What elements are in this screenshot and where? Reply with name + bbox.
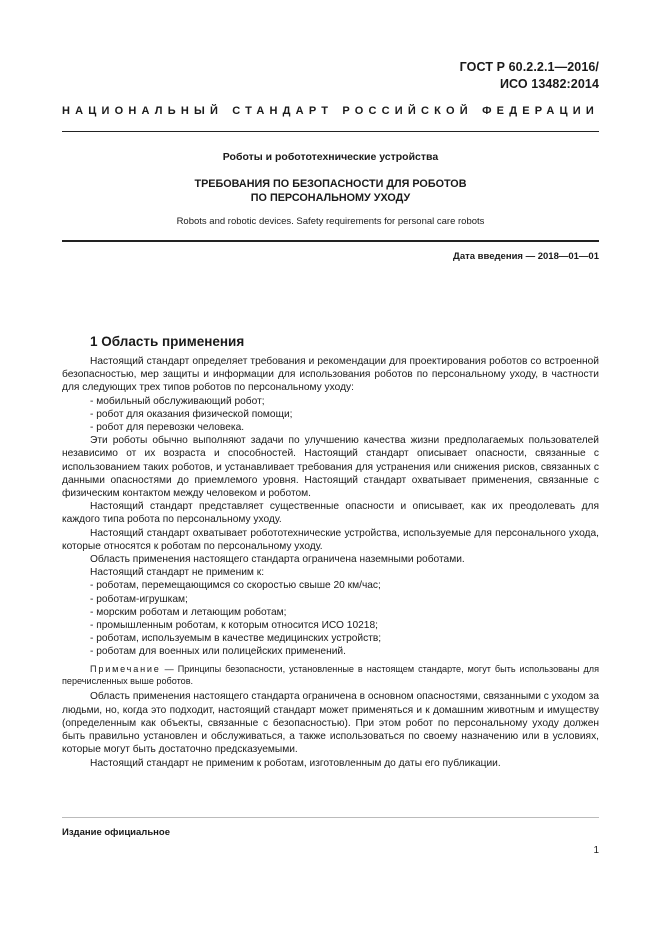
paragraph: Настоящий стандарт охватывает робототехнические устройства, используемые для персонального ухода, которые относятся к роботам по персональному уходу. [62,527,599,552]
list-item: - робот для перевозки человека. [90,422,245,434]
banner-word: СТАНДАРТ [232,105,334,117]
banner-word: ФЕДЕРАЦИИ [482,105,599,117]
document-title-english: Robots and robotic devices. Safety requirements for personal care robots [176,216,485,227]
note-text: — Принципы безопасности, установленные в настоящем стандарте, могут быть использованы для перечисленных выше роботов. [62,663,599,687]
banner-word: НАЦИОНАЛЬНЫЙ [62,105,224,117]
title-divider [62,240,599,242]
banner-word: РОССИЙСКОЙ [342,105,473,117]
footer-divider [62,817,599,818]
title-line: ТРЕБОВАНИЯ ПО БЕЗОПАСНОСТИ ДЛЯ РОБОТОВ [194,178,467,190]
title-line: ПО ПЕРСОНАЛЬНОМУ УХОДУ [250,191,411,204]
list-item: - промышленным роботам, к которым относится ИСО 10218; [90,620,378,632]
paragraph: Настоящий стандарт не применим к роботам, изготовленным до даты его публикации. [90,757,501,769]
page-number: 1 [593,845,599,856]
introduction-date: Дата введения — 2018—01—01 [453,251,599,262]
header-divider [62,131,599,132]
paragraph: Область применения настоящего стандарта ограничена в основном опасностями, связанными с уходом за людьми, но, когда это подходит, настоящий стандарт может применяться и к домашним животным и имуществу (определенным как объекты, связанные с безопасностью). При этом робот по персональному уходу должен быть правильно установлен и обслуживаться, а также использоваться по своему назначению или в условиях, которые могут быть достаточно предсказуемыми. [62,691,599,756]
paragraph: Настоящий стандарт представляет существенные опасности и описывает, как их преодолевать для каждого типа робота по персональному уходу. [62,501,599,526]
paragraph: Эти роботы обычно выполняют задачи по улучшению качества жизни предполагаемых пользователей независимо от их возраста и способностей. Настоящий стандарт описывает опасности, связанные с использованием таких роботов, и устанавливает требования для устранения или снижения рисков, связанных с данными опасностями до приемлемого уровня. Настоящий стандарт охватывает применения, связанные с физическим контактом между человеком и роботом. [62,435,599,500]
paragraph: Настоящий стандарт определяет требования и рекомендации для проектирования роботов со встроенной безопасностью, мер защиты и информации для использования роботов по персональному уходу, в частности для следующих трех типов роботов по персональному уходу: [62,356,599,394]
list-item: - морским роботам и летающим роботам; [90,606,287,618]
standard-code [460,59,599,92]
national-standard-banner [62,104,599,118]
document-title [62,178,599,205]
list-item: - роботам, используемым в качестве медицинских устройств; [90,633,382,645]
list-item: - роботам, перемещающимся со скоростью свыше 20 км/час; [90,580,381,592]
standard-code-line1: ГОСТ Р 60.2.2.1—2016/ [459,60,599,74]
section-heading: 1 Область применения [90,334,245,349]
note [62,663,599,688]
list-item: - мобильный обслуживающий робот; [90,395,265,407]
document-subtitle: Роботы и робототехнические устройства [222,151,439,163]
section-body [62,355,599,770]
list-item: - роботам для военных или полицейских применений. [90,646,346,658]
list-item: - роботам-игрушкам; [90,593,188,605]
official-edition-label: Издание официальное [62,827,170,838]
paragraph: Область применения настоящего стандарта ограничена наземными роботами. [90,554,465,566]
list-item: - робот для оказания физической помощи; [90,408,293,420]
note-label: Примечание [90,663,161,674]
paragraph: Настоящий стандарт не применим к: [90,567,265,579]
standard-code-line2: ИСО 13482:2014 [499,76,599,91]
